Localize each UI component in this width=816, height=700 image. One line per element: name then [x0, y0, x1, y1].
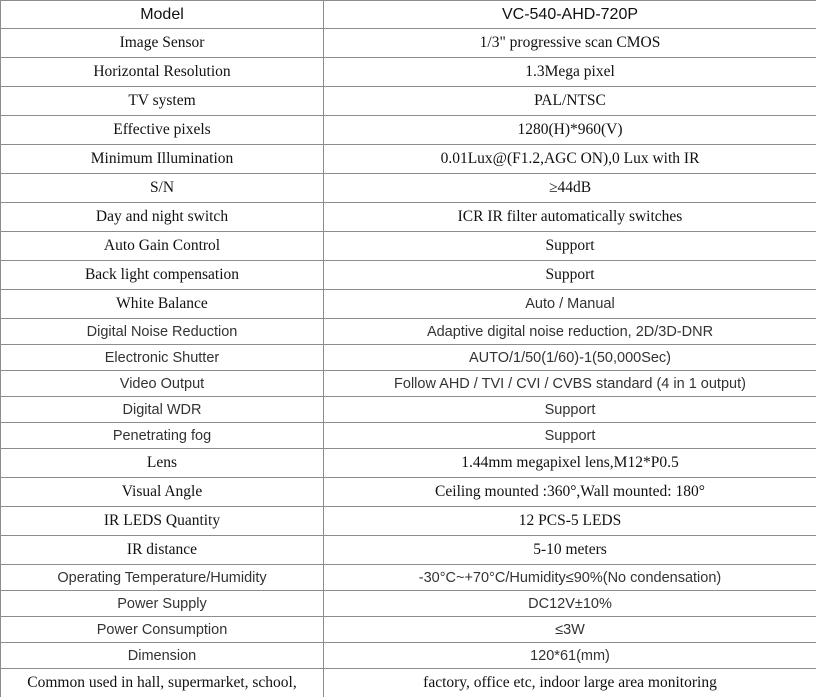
spec-row-image-sensor: [1, 29, 816, 58]
spec-label: IR LEDS Quantity: [1, 507, 324, 536]
spec-label: White Balance: [1, 290, 324, 319]
spec-label: Back light compensation: [1, 261, 324, 290]
spec-row-effective-pixels: [1, 116, 816, 145]
spec-label: Electronic Shutter: [1, 345, 324, 371]
spec-value: Support: [324, 232, 816, 261]
spec-row-tv-system: [1, 87, 816, 116]
spec-label: Video Output: [1, 371, 324, 397]
spec-value: VC-540-AHD-720P: [324, 1, 816, 29]
spec-value: AUTO/1/50(1/60)-1(50,000Sec): [324, 345, 816, 371]
spec-row-back-light-compensation: [1, 261, 816, 290]
spec-label: Digital WDR: [1, 397, 324, 423]
spec-row-white-balance: [1, 290, 816, 319]
spec-row-sn: [1, 174, 816, 203]
spec-value: 0.01Lux@(F1.2,AGC ON),0 Lux with IR: [324, 145, 816, 174]
spec-value: 120*61(mm): [324, 643, 816, 669]
spec-row-power-supply: [1, 591, 816, 617]
spec-value: 5-10 meters: [324, 536, 816, 565]
spec-label: TV system: [1, 87, 324, 116]
spec-label: Minimum Illumination: [1, 145, 324, 174]
spec-value: DC12V±10%: [324, 591, 816, 617]
spec-label: Lens: [1, 449, 324, 478]
spec-value: 1280(H)*960(V): [324, 116, 816, 145]
spec-label: Operating Temperature/Humidity: [1, 565, 324, 591]
spec-row-digital-wdr: [1, 397, 816, 423]
spec-label: Effective pixels: [1, 116, 324, 145]
spec-value: -30°C~+70°C/Humidity≤90%(No condensation): [324, 565, 816, 591]
spec-row-video-output: [1, 371, 816, 397]
spec-value: ICR IR filter automatically switches: [324, 203, 816, 232]
spec-label: Power Supply: [1, 591, 324, 617]
spec-row-lens: [1, 449, 816, 478]
spec-row-day-night-switch: [1, 203, 816, 232]
spec-label: Day and night switch: [1, 203, 324, 232]
spec-value: Auto / Manual: [324, 290, 816, 319]
spec-value: ≤3W: [324, 617, 816, 643]
spec-value: Support: [324, 261, 816, 290]
spec-row-penetrating-fog: [1, 423, 816, 449]
spec-value: factory, office etc, indoor large area monitoring: [324, 669, 816, 698]
spec-value: Follow AHD / TVI / CVI / CVBS standard (4 in 1 output): [324, 371, 816, 397]
spec-row-visual-angle: [1, 478, 816, 507]
spec-value: 12 PCS-5 LEDS: [324, 507, 816, 536]
spec-label: IR distance: [1, 536, 324, 565]
spec-value: 1.3Mega pixel: [324, 58, 816, 87]
spec-label: Dimension: [1, 643, 324, 669]
spec-label: Digital Noise Reduction: [1, 319, 324, 345]
spec-row-power-consumption: [1, 617, 816, 643]
spec-label: Visual Angle: [1, 478, 324, 507]
spec-row-dimension: [1, 643, 816, 669]
spec-row-operating-temperature: [1, 565, 816, 591]
spec-row-digital-noise-reduction: [1, 319, 816, 345]
spec-value: Adaptive digital noise reduction, 2D/3D-DNR: [324, 319, 816, 345]
spec-row-horizontal-resolution: [1, 58, 816, 87]
spec-value: 1.44mm megapixel lens,M12*P0.5: [324, 449, 816, 478]
spec-label: Image Sensor: [1, 29, 324, 58]
spec-row-usage: [1, 669, 816, 698]
spec-label: S/N: [1, 174, 324, 203]
spec-label: Horizontal Resolution: [1, 58, 324, 87]
spec-label: Power Consumption: [1, 617, 324, 643]
spec-value: 1/3" progressive scan CMOS: [324, 29, 816, 58]
spec-row-ir-leds-quantity: [1, 507, 816, 536]
spec-row-electronic-shutter: [1, 345, 816, 371]
spec-value: Ceiling mounted :360°,Wall mounted: 180°: [324, 478, 816, 507]
spec-value: Support: [324, 397, 816, 423]
spec-label: Model: [1, 1, 324, 29]
spec-row-model: [1, 1, 816, 29]
spec-value: ≥44dB: [324, 174, 816, 203]
spec-label: Auto Gain Control: [1, 232, 324, 261]
spec-row-ir-distance: [1, 536, 816, 565]
spec-value: PAL/NTSC: [324, 87, 816, 116]
spec-row-auto-gain-control: [1, 232, 816, 261]
spec-row-minimum-illumination: [1, 145, 816, 174]
spec-label: Penetrating fog: [1, 423, 324, 449]
spec-value: Support: [324, 423, 816, 449]
spec-label: Common used in hall, supermarket, school,: [1, 669, 324, 698]
